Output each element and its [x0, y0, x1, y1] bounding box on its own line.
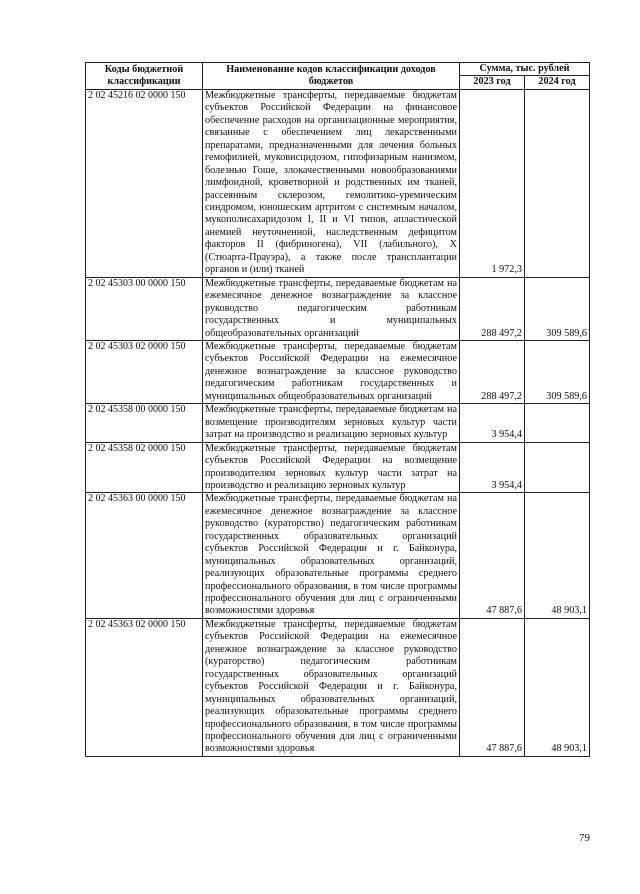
row-code: 2 02 45303 02 0000 150	[86, 340, 203, 403]
table-row	[86, 340, 590, 403]
row-code: 2 02 45363 00 0000 150	[86, 493, 203, 619]
row-2024	[525, 404, 590, 442]
budget-table	[85, 62, 590, 757]
table-header	[86, 63, 590, 90]
row-code: 2 02 45358 00 0000 150	[86, 404, 203, 442]
row-code: 2 02 45358 02 0000 150	[86, 442, 203, 493]
row-2023: 3 954,4	[460, 442, 525, 493]
row-2023: 288 497,2	[460, 340, 525, 403]
row-2024	[525, 89, 590, 277]
row-code: 2 02 45363 02 0000 150	[86, 618, 203, 756]
document-page	[85, 62, 589, 757]
row-code: 2 02 45216 02 0000 150	[86, 89, 203, 277]
table-row	[86, 442, 590, 493]
table-row	[86, 404, 590, 442]
row-name: Межбюджетные трансферты, передаваемые бюджетам на ежемесячное денежное вознаграждение за классное руководство педагогическим работникам государственных и муниципальных общеобразовательных организаций	[203, 277, 460, 340]
page-number: 79	[579, 832, 590, 844]
row-2023: 1 972,3	[460, 89, 525, 277]
header-sum: Сумма, тыс. рублей	[460, 63, 590, 76]
row-name: Межбюджетные трансферты, передаваемые бюджетам на возмещение производителям зерновых культур части затрат на производство и реализацию зерновых культур	[203, 404, 460, 442]
table-row	[86, 89, 590, 277]
row-2024: 48 903,1	[525, 493, 590, 619]
row-name: Межбюджетные трансферты, передаваемые бюджетам субъектов Российской Федерации на финансовое обеспечение расходов на организационные мероприятия, связанные с обеспечением лиц лекарственными препаратами, предназначенными для лечения больных гемофилией, муковисцидозом, гипофизарным нанизмом, болезнью Гоше, злокачественными новообразованиями лимфоидной, кроветворной и родственных им тканей, рассеянным склерозом, гемолитико-уремическим синдромом, юношеским артритом с системным началом, мукополисахаридозом I, II и VI типов, апластической анемией неуточненной, наследственным дефицитом факторов II (фибриногена), VII (лабильного), X (Стюарта-Прауэра), а также после трансплантации органов и (или) тканей	[203, 89, 460, 277]
row-2024	[525, 442, 590, 493]
table-row	[86, 493, 590, 619]
table-row	[86, 618, 590, 756]
row-code: 2 02 45303 00 0000 150	[86, 277, 203, 340]
row-2024: 309 589,6	[525, 340, 590, 403]
row-2023: 47 887,6	[460, 493, 525, 619]
row-2024: 309 589,6	[525, 277, 590, 340]
row-name: Межбюджетные трансферты, передаваемые бюджетам субъектов Российской Федерации на ежемесячное денежное вознаграждение за классное руководство педагогическим работникам государственных и муниципальных общеобразовательных организаций	[203, 340, 460, 403]
row-2024: 48 903,1	[525, 618, 590, 756]
row-name: Межбюджетные трансферты, передаваемые бюджетам субъектов Российской Федерации на ежемесячное денежное вознаграждение за классное руководство (кураторство) педагогическим работникам государственных образовательных организаций субъектов Российской Федерации и г. Байконура, муниципальных образовательных организаций, реализующих образовательные программы среднего профессионального образования, в том числе программы профессионального обучения для лиц с ограниченными возможностями здоровья	[203, 618, 460, 756]
row-2023: 3 954,4	[460, 404, 525, 442]
row-2023: 288 497,2	[460, 277, 525, 340]
header-year-2024: 2024 год	[525, 76, 590, 89]
header-name: Наименование кодов классификации доходов бюджетов	[203, 63, 460, 90]
header-code: Коды бюджетной классификации	[86, 63, 203, 90]
table-row	[86, 277, 590, 340]
header-year-2023: 2023 год	[460, 76, 525, 89]
row-name: Межбюджетные трансферты, передаваемые бюджетам субъектов Российской Федерации на возмещение производителям зерновых культур части затрат на производство и реализацию зерновых культур	[203, 442, 460, 493]
row-name: Межбюджетные трансферты, передаваемые бюджетам на ежемесячное денежное вознаграждение за классное руководство (кураторство) педагогическим работникам государственных образовательных организаций субъектов Российской Федерации и г. Байконура, муниципальных образовательных организаций, реализующих образовательные программы среднего профессионального образования, в том числе программы профессионального обучения для лиц с ограниченными возможностями здоровья	[203, 493, 460, 619]
row-2023: 47 887,6	[460, 618, 525, 756]
